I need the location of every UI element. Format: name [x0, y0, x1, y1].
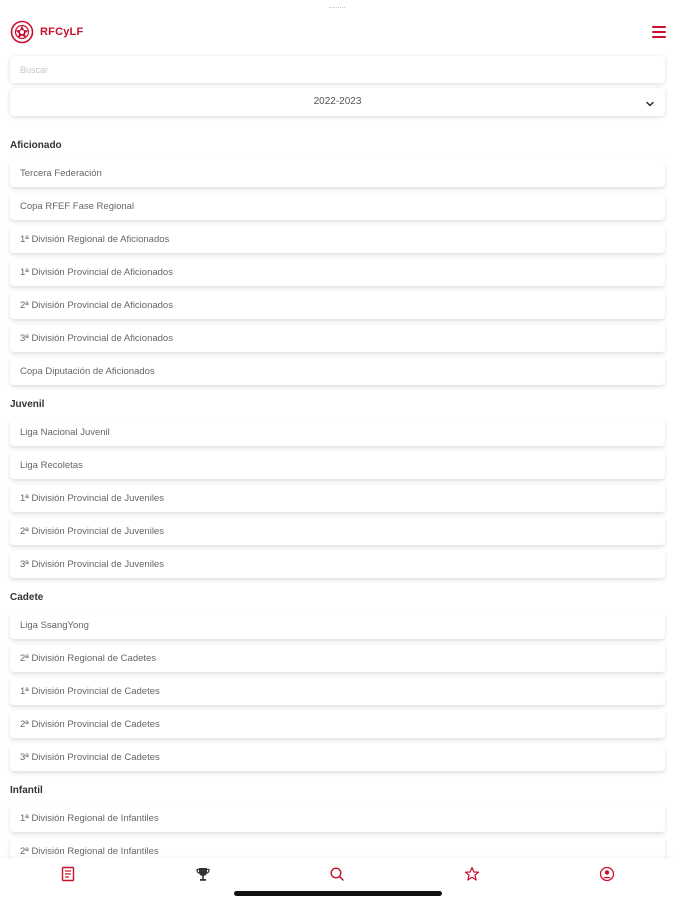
tab-profile[interactable] [597, 866, 617, 886]
competition-item[interactable]: Liga Recoletas [10, 452, 665, 479]
competition-item[interactable]: 3ª División Provincial de Cadetes [10, 744, 665, 771]
trophy-icon [195, 866, 211, 887]
tab-competitions[interactable] [193, 866, 213, 886]
category-title: Juvenil [10, 399, 45, 410]
competition-item[interactable]: 1ª División Provincial de Juveniles [10, 485, 665, 512]
competition-item[interactable]: Copa Diputación de Aficionados [10, 358, 665, 385]
search-icon [329, 866, 345, 887]
brand[interactable] [10, 20, 83, 44]
search-box [10, 56, 665, 83]
app-header [0, 16, 675, 48]
season-selected-value: 2022-2023 [313, 96, 362, 107]
competition-item[interactable]: 2ª División Provincial de Aficionados [10, 292, 665, 319]
category-aficionado [10, 132, 665, 385]
competition-item[interactable]: 3ª División Provincial de Aficionados [10, 325, 665, 352]
category-title: Aficionado [10, 140, 62, 151]
category-infantil [10, 777, 665, 865]
competition-item[interactable]: 1ª División Provincial de Aficionados [10, 259, 665, 286]
tab-favorites[interactable] [462, 866, 482, 886]
category-title: Cadete [10, 592, 44, 603]
competitions-list [10, 132, 665, 871]
category-cadete [10, 584, 665, 771]
competition-item[interactable]: Copa RFEF Fase Regional [10, 193, 665, 220]
competition-item[interactable]: Liga Nacional Juvenil [10, 419, 665, 446]
tab-news[interactable] [58, 866, 78, 886]
competition-item[interactable]: Liga SsangYong [10, 612, 665, 639]
federation-logo-icon [10, 20, 34, 44]
document-icon [61, 866, 75, 887]
competition-item[interactable]: 2ª División Regional de Infantiles [10, 838, 665, 865]
competition-item[interactable]: 2ª División Regional de Cadetes [10, 645, 665, 672]
competition-item[interactable]: 3ª División Provincial de Juveniles [10, 551, 665, 578]
search-input[interactable] [10, 56, 665, 83]
category-title: Infantil [10, 785, 43, 796]
competition-item[interactable]: 1ª División Regional de Aficionados [10, 226, 665, 253]
home-indicator [234, 891, 442, 896]
competition-item[interactable]: 1ª División Provincial de Cadetes [10, 678, 665, 705]
competition-item[interactable]: 1ª División Regional de Infantiles [10, 805, 665, 832]
user-circle-icon [599, 866, 615, 887]
tab-search[interactable] [327, 866, 347, 886]
chevron-down-icon [645, 96, 655, 106]
competition-item[interactable]: 2ª División Provincial de Cadetes [10, 711, 665, 738]
season-select[interactable] [10, 88, 665, 116]
hamburger-menu-icon[interactable] [652, 26, 666, 38]
menu-line [652, 26, 666, 28]
star-icon [464, 866, 480, 887]
menu-line [652, 31, 666, 33]
category-juvenil [10, 391, 665, 578]
competition-item[interactable]: Tercera Federación [10, 160, 665, 187]
app-title: RFCyLF [40, 26, 84, 38]
top-grabber [329, 7, 345, 10]
competition-item[interactable]: 2ª División Provincial de Juveniles [10, 518, 665, 545]
menu-line [652, 36, 666, 38]
